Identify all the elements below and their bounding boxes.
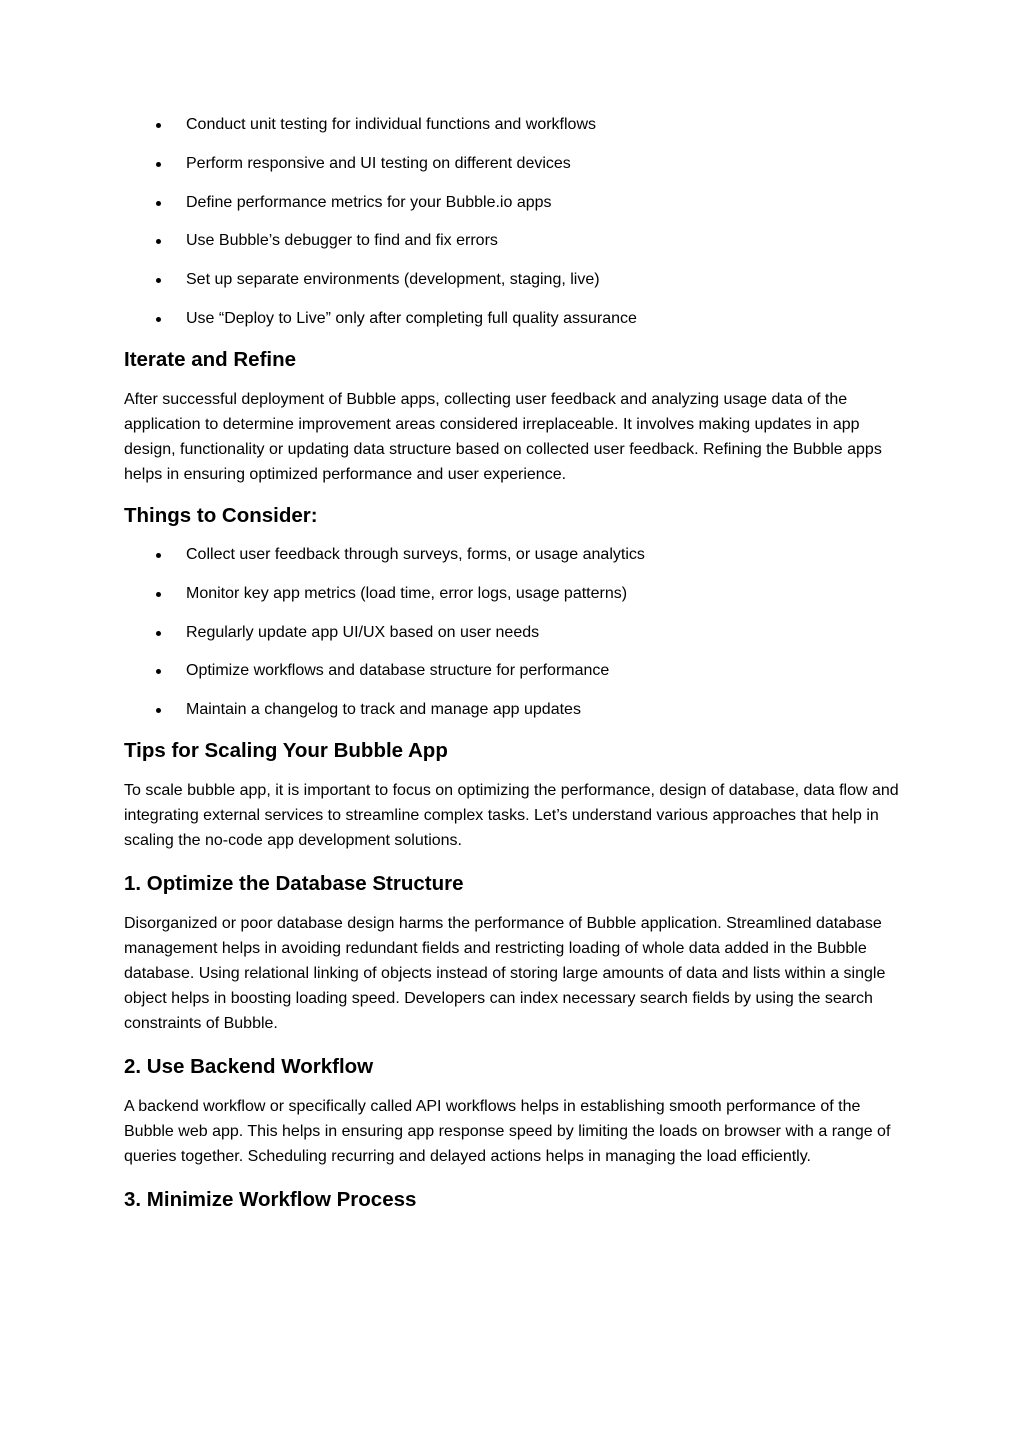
backend-paragraph: A backend workflow or specifically called API workflows helps in establishing smooth performance of the Bubble web app. This helps in ensuring app response speed by limiting the loads on browser with a range of queries together. Scheduling recurring and delayed actions helps in managing the load efficiently. xyxy=(124,1098,891,1166)
iterate-paragraph: After successful deployment of Bubble apps, collecting user feedback and analyzing usage data of the application to determine improvement areas considered irreplaceable. It involves making updates in app design, functionality or updating data structure based on collected user feedback. Refining the Bubble apps helps in ensuring optimized performance and user experience. xyxy=(124,390,882,483)
testing-bullet-list xyxy=(124,114,904,330)
bullet-icon xyxy=(156,162,161,167)
list-item: Define performance metrics for your Bubble.io apps xyxy=(124,192,904,214)
bullet-icon xyxy=(156,553,161,558)
bullet-icon xyxy=(156,278,161,283)
list-item: Use Bubble’s debugger to find and fix errors xyxy=(124,230,904,252)
minimize-heading: 3. Minimize Workflow Process xyxy=(124,1188,417,1212)
consider-bullet-list xyxy=(124,544,904,721)
list-item: Maintain a changelog to track and manage app updates xyxy=(124,699,904,721)
list-item: Optimize workflows and database structure for performance xyxy=(124,660,904,682)
bullet-icon xyxy=(156,631,161,636)
list-item: Conduct unit testing for individual functions and workflows xyxy=(124,114,904,136)
bullet-icon xyxy=(156,592,161,597)
backend-heading: 2. Use Backend Workflow xyxy=(124,1055,374,1079)
scaling-heading: Tips for Scaling Your Bubble App xyxy=(124,739,448,763)
bullet-icon xyxy=(156,669,161,674)
optimize-db-paragraph: Disorganized or poor database design harms the performance of Bubble application. Streamlined database management helps in avoiding redundant fields and restricting loading of whole data added in the Bubble database. Using relational linking of objects instead of storing large amounts of data and lists within a single object helps in boosting loading speed. Developers can index necessary search fields by using the search constraints of Bubble. xyxy=(124,915,886,1033)
list-item: Monitor key app metrics (load time, error logs, usage patterns) xyxy=(124,583,904,605)
bullet-icon xyxy=(156,201,161,206)
bullet-icon xyxy=(156,708,161,713)
list-item: Set up separate environments (development, staging, live) xyxy=(124,269,904,291)
optimize-db-heading: 1. Optimize the Database Structure xyxy=(124,872,464,896)
iterate-heading: Iterate and Refine xyxy=(124,347,297,371)
list-item: Collect user feedback through surveys, forms, or usage analytics xyxy=(124,544,904,566)
bullet-icon xyxy=(156,317,161,322)
list-item: Regularly update app UI/UX based on user needs xyxy=(124,622,904,644)
scaling-paragraph: To scale bubble app, it is important to focus on optimizing the performance, design of database, data flow and integrating external services to streamline complex tasks. Let’s understand various approaches that help in scaling the no-code app development solutions. xyxy=(124,782,899,850)
list-item: Perform responsive and UI testing on different devices xyxy=(124,153,904,175)
list-item: Use “Deploy to Live” only after completing full quality assurance xyxy=(124,308,904,330)
bullet-icon xyxy=(156,123,161,128)
consider-heading: Things to Consider: xyxy=(124,503,318,527)
document-page xyxy=(124,114,904,1214)
bullet-icon xyxy=(156,239,161,244)
